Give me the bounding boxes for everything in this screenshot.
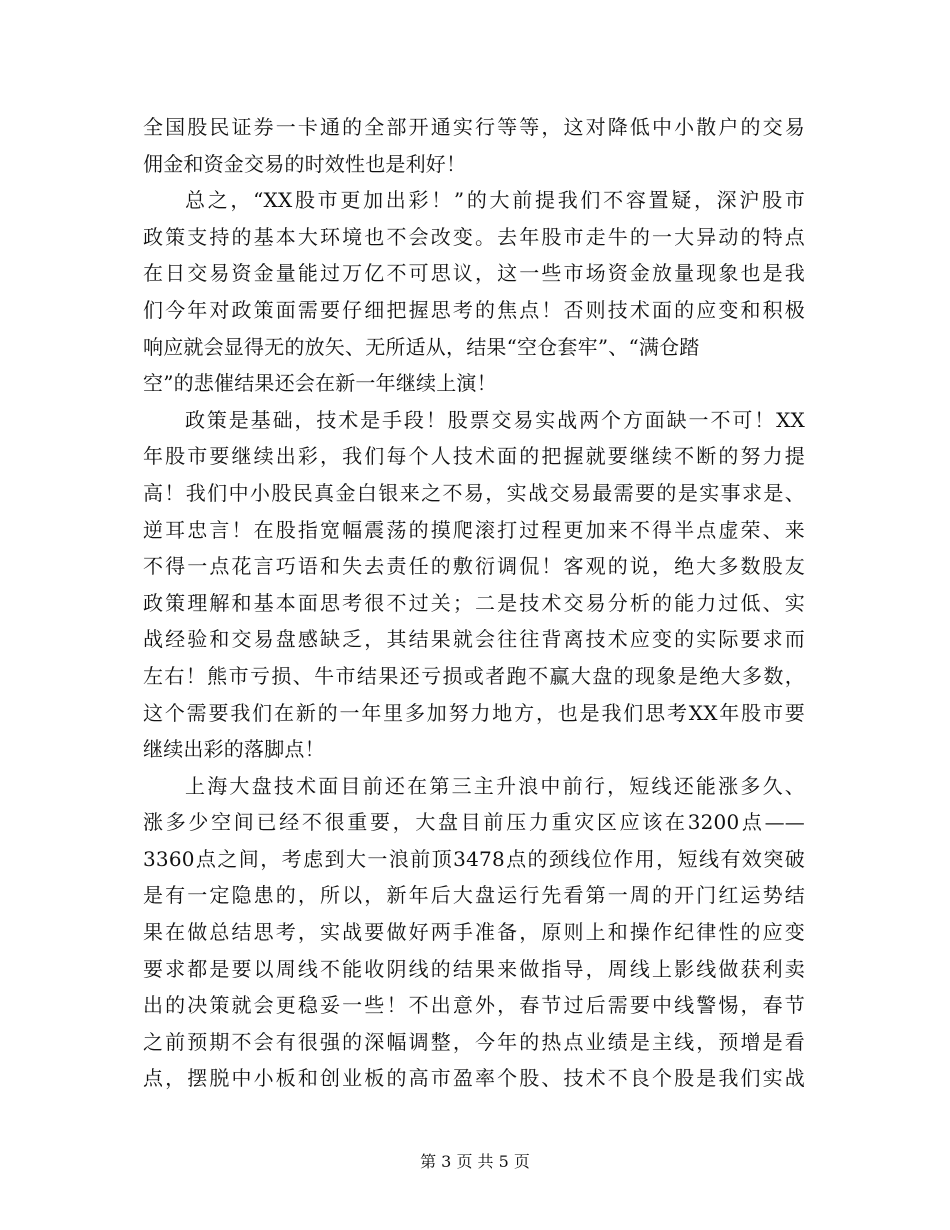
current-page-number: 3 <box>441 1152 452 1171</box>
text-line: 战经验和交易盘感缺乏，其结果就会往往背离技术应变的实际要求而 <box>143 627 805 652</box>
text-line: 在日交易资金量能过万亿不可思议，这一些市场资金放量现象也是我 <box>143 261 805 286</box>
text-line: 涨多少空间已经不很重要，大盘目前压力重灾区应该在3200点—— <box>143 810 805 835</box>
footer-middle: 页 共 <box>456 1152 494 1171</box>
text-line: 政策是基础，技术是手段！股票交易实战两个方面缺一不可！XX <box>185 407 805 432</box>
text-line: 不得一点花言巧语和失去责任的敷衍调侃！客观的说，绝大多数股友 <box>143 554 805 579</box>
text-line: 3360点之间，考虑到大一浪前顶3478点的颈线位作用，短线有效突破 <box>143 846 805 871</box>
paragraph-1 <box>143 109 805 182</box>
page-footer <box>0 1151 950 1173</box>
paragraph-4 <box>143 768 805 1097</box>
footer-suffix: 页 <box>513 1152 530 1171</box>
paragraph-3 <box>143 402 805 768</box>
text-line: 果在做总结思考，实战要做好两手准备，原则上和操作纪律性的应变 <box>143 920 805 945</box>
total-page-count: 5 <box>498 1152 509 1171</box>
text-line: 们今年对政策面需要仔细把握思考的焦点！否则技术面的应变和积极 <box>143 297 805 322</box>
text-line: 政策理解和基本面思考很不过关；二是技术交易分析的能力过低、实 <box>143 590 805 615</box>
text-line: 逆耳忠言！在股指宽幅震荡的摸爬滚打过程更加来不得半点虚荣、来 <box>143 517 805 542</box>
text-line: 年股市要继续出彩，我们每个人技术面的把握就要继续不断的努力提 <box>143 444 805 469</box>
text-line: 空”的悲催结果还会在新一年继续上演！ <box>143 371 497 396</box>
text-line: 之前预期不会有很强的深幅调整，今年的热点业绩是主线，预增是看 <box>143 1029 805 1054</box>
document-body <box>143 109 805 1097</box>
text-line: 全国股民证券一卡通的全部开通实行等等，这对降低中小散户的交易 <box>143 115 805 139</box>
text-line: 佣金和资金交易的时效性也是利好！ <box>143 151 467 176</box>
footer-prefix: 第 <box>420 1152 437 1171</box>
text-line: 高！我们中小股民真金白银来之不易，实战交易最需要的是实事求是、 <box>143 480 805 505</box>
text-line: 响应就会显得无的放矢、无所适从，结果“空仓套牢”、“满仓踏 <box>143 334 700 359</box>
text-line: 继续出彩的落脚点！ <box>143 737 325 762</box>
text-line: 要求都是要以周线不能收阴线的结果来做指导，周线上影线做获利卖 <box>143 956 805 981</box>
text-line: 左右！熊市亏损、牛市结果还亏损或者跑不赢大盘的现象是绝大多数， <box>143 663 805 688</box>
paragraph-2 <box>143 182 805 402</box>
text-line: 点，摆脱中小板和创业板的高市盈率个股、技术不良个股是我们实战 <box>143 1066 805 1091</box>
text-line: 上海大盘技术面目前还在第三主升浪中前行，短线还能涨多久、 <box>185 773 805 798</box>
text-line: 总之，“XX股市更加出彩！”的大前提我们不容置疑，深沪股市 <box>185 188 805 213</box>
text-line: 政策支持的基本大环境也不会改变。去年股市走牛的一大异动的特点 <box>143 224 805 249</box>
text-line: 是有一定隐患的，所以，新年后大盘运行先看第一周的开门红运势结 <box>143 883 805 908</box>
text-line: 这个需要我们在新的一年里多加努力地方，也是我们思考XX年股市要 <box>143 700 805 725</box>
text-line: 出的决策就会更稳妥一些！不出意外，春节过后需要中线警惕，春节 <box>143 993 805 1018</box>
